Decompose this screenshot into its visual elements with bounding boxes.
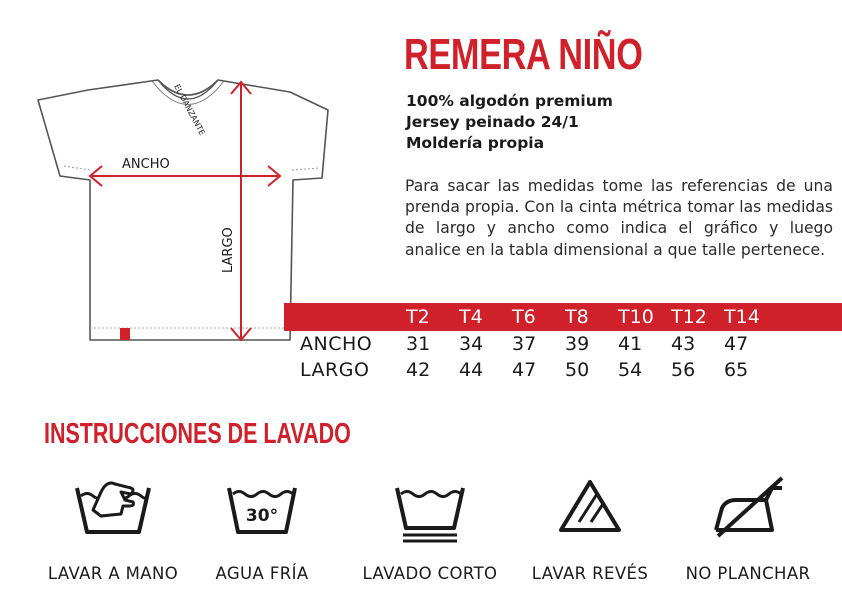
width-label: ANCHO — [122, 157, 170, 172]
care-item — [346, 474, 514, 584]
care-label: LAVAR REVÉS — [531, 564, 649, 583]
feature-item: 100% algodón premium — [406, 92, 613, 110]
feature-item: Moldería propia — [406, 134, 545, 152]
shirt-brand-label: EL DANZANTE — [172, 82, 207, 137]
size-header-cell: T2 — [406, 306, 430, 328]
no-iron-icon — [706, 474, 790, 538]
care-label: LAVAR A MANO — [47, 564, 179, 583]
size-header-cell: T4 — [459, 306, 483, 328]
size-header-cell: T8 — [565, 306, 589, 328]
size-header-row — [300, 303, 777, 331]
table-cell: 43 — [671, 333, 696, 355]
product-title: REMERA NIÑO — [404, 30, 643, 79]
length-label: LARGO — [221, 227, 236, 273]
row-label: LARGO — [300, 359, 370, 381]
row-label: ANCHO — [300, 333, 373, 355]
table-cell: 65 — [724, 359, 749, 381]
care-item — [516, 474, 664, 584]
table-cell: 47 — [724, 333, 749, 355]
table-row — [300, 357, 777, 383]
care-label: AGUA FRÍA — [215, 564, 309, 583]
size-header-cell: T6 — [512, 306, 536, 328]
size-header-cell: T10 — [618, 306, 654, 328]
short-wash-icon — [391, 474, 469, 544]
table-cell: 47 — [512, 359, 537, 381]
care-item — [668, 474, 828, 584]
table-cell: 44 — [459, 359, 484, 381]
care-label: LAVADO CORTO — [362, 564, 498, 583]
table-cell: 31 — [406, 333, 431, 355]
table-cell: 50 — [565, 359, 590, 381]
care-item — [28, 474, 198, 584]
care-label: NO PLANCHAR — [685, 564, 811, 583]
size-header-cell: T14 — [724, 306, 760, 328]
size-header-cell: T12 — [671, 306, 707, 328]
table-cell: 34 — [459, 333, 484, 355]
size-table — [300, 303, 777, 383]
table-cell: 39 — [565, 333, 590, 355]
table-row — [300, 331, 777, 357]
feature-item: Jersey peinado 24/1 — [406, 113, 579, 131]
wash-title: INSTRUCCIONES DE LAVADO — [44, 418, 351, 450]
cold-water-icon — [223, 474, 301, 538]
table-cell: 54 — [618, 359, 643, 381]
temperature-label: 30° — [245, 506, 279, 526]
wash-inside-out-icon — [555, 474, 625, 538]
table-cell: 42 — [406, 359, 431, 381]
table-cell: 41 — [618, 333, 643, 355]
feature-list — [406, 91, 613, 154]
care-item — [192, 474, 332, 584]
table-cell: 37 — [512, 333, 537, 355]
table-cell: 56 — [671, 359, 696, 381]
measure-instructions: Para sacar las medidas tome las referencias de una prenda propia. Con la cinta métrica tomar las medidas de largo y ancho como indica el gráfico y luego analice en la tabla dimensional a que talle pertenece. — [405, 177, 833, 259]
hand-wash-icon — [71, 474, 155, 538]
